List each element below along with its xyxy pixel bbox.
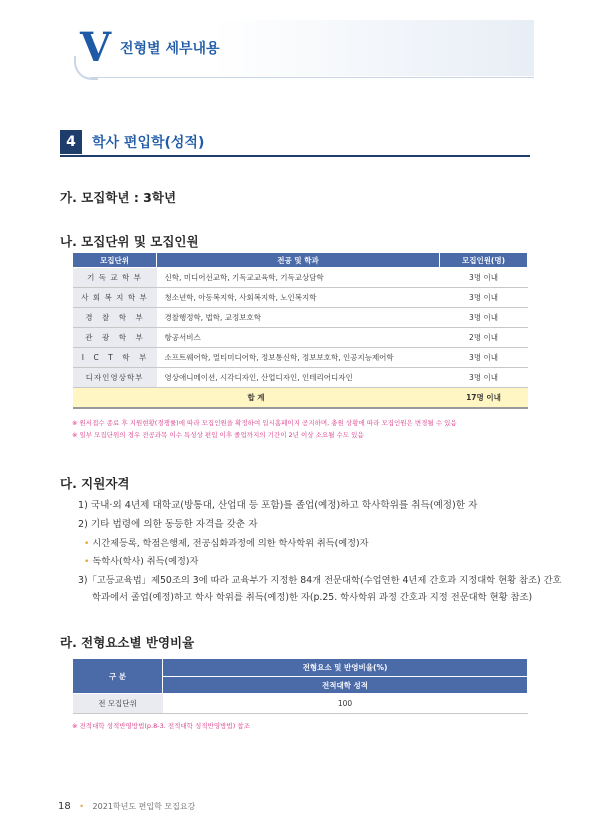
section-title: 학사 편입학(성적) — [92, 135, 205, 151]
section-header — [60, 130, 530, 154]
section-divider — [60, 155, 530, 157]
total-row — [73, 388, 528, 408]
chapter-title: 전형별 세부내용 — [120, 41, 220, 57]
heading-ga: 가. 모집학년 : 3학년 — [60, 190, 177, 205]
qualification-item-continued: 학과에서 졸업(예정)하고 학사 학위를 취득(예정)한 자(p.25. 학사학위 과정 간호과 지정 전문대학 현황 참조) — [92, 592, 533, 603]
subitem-text: 독학사(학사) 취득(예정)자 — [92, 556, 199, 567]
col-header-dept: 전공 및 학과 — [157, 253, 440, 268]
count-cell: 2명 이내 — [440, 328, 528, 348]
count-cell: 3명 이내 — [440, 268, 528, 288]
dept-cell: 신학, 미디어선교학, 기독교교육학, 기독교상담학 — [157, 268, 440, 288]
row-value: 100 — [163, 694, 528, 714]
subitem-text: 시간제등록, 학점은행제, 전공심화과정에 의한 학사학위 취득(예정)자 — [92, 538, 369, 549]
note-text: ※ 일부 모집단위의 경우 전공과목 이수 특성상 편입 이후 졸업까지의 기간이 2년 이상 소요될 수도 있음 — [72, 431, 364, 439]
heading-da: 다. 지원자격 — [60, 476, 130, 491]
bullet-icon: • — [84, 556, 90, 567]
unit-cell: I C T 학 부 — [73, 348, 157, 368]
row-label: 전 모집단위 — [73, 694, 163, 714]
table-row — [73, 308, 528, 328]
section-number: 4 — [60, 130, 82, 154]
recruit-table — [72, 252, 528, 409]
dept-cell: 소프트웨어학, 멀티미디어학, 정보통신학, 정보보호학, 인공지능제어학 — [157, 348, 440, 368]
unit-cell: 경 찰 학 부 — [73, 308, 157, 328]
table-header-row — [73, 253, 528, 268]
footer-text: 2021학년도 편입학 모집요강 — [92, 802, 196, 811]
total-label: 합 계 — [73, 388, 440, 408]
unit-cell: 디자인영상학부 — [73, 368, 157, 388]
heading-ra: 라. 전형요소별 반영비율 — [60, 635, 195, 650]
table-row — [73, 348, 528, 368]
dept-cell: 영상애니메이션, 시각디자인, 산업디자인, 인테리어디자인 — [157, 368, 440, 388]
col-header-sub: 전적대학 성적 — [163, 677, 528, 694]
page-footer — [58, 801, 195, 812]
col-header-count: 모집인원(명) — [440, 253, 528, 268]
table-row — [73, 288, 528, 308]
table-row — [73, 368, 528, 388]
dept-cell: 청소년학, 아동복지학, 사회복지학, 노인복지학 — [157, 288, 440, 308]
table-row — [73, 328, 528, 348]
dept-cell: 항공서비스 — [157, 328, 440, 348]
heading-na: 나. 모집단위 및 모집인원 — [60, 234, 199, 249]
note-text: ※ 원서접수 종료 후 지원현황(경쟁률)에 따라 모집인원을 확정하여 입시홈페이지 공지하며, 충원 상황에 따라 모집인원은 변경될 수 있음 — [72, 419, 457, 427]
total-count: 17명 이내 — [440, 388, 528, 408]
col-header-group: 전형요소 및 반영비율(%) — [163, 659, 528, 677]
unit-cell: 기 독 교 학 부 — [73, 268, 157, 288]
table-header-row — [73, 659, 528, 677]
qualification-item: 1) 국내·외 4년제 대학교(방통대, 산업대 등 포함)를 졸업(예정)하고 학사학위를 취득(예정)한 자 — [78, 500, 478, 511]
header-divider — [90, 77, 534, 78]
note-text: ※ 전적대학 성적반영방법(p.8-3. 전적대학 성적반영방법) 참조 — [72, 722, 250, 730]
qualification-subitem — [84, 535, 368, 549]
bullet-icon: • — [84, 538, 90, 549]
chapter-header — [74, 20, 534, 76]
qualification-item: 3)「고등교육법」제50조의 3에 따라 교육부가 지정한 84개 전문대학(수업연한 4년제 간호과 지정대학 현황 참조) 간호 — [78, 575, 562, 586]
count-cell: 3명 이내 — [440, 348, 528, 368]
bullet-icon: • — [79, 802, 84, 811]
count-cell: 3명 이내 — [440, 288, 528, 308]
chapter-number: V — [80, 24, 112, 71]
table-row — [73, 268, 528, 288]
qualification-item: 2) 기타 법령에 의한 동등한 자격을 갖춘 자 — [78, 519, 258, 530]
count-cell: 3명 이내 — [440, 308, 528, 328]
page-number: 18 — [58, 801, 71, 812]
unit-cell: 관 광 학 부 — [73, 328, 157, 348]
col-header-category: 구 분 — [73, 659, 163, 694]
ratio-table — [72, 658, 528, 714]
table-row — [73, 694, 528, 714]
dept-cell: 경찰행정학, 법학, 교정보호학 — [157, 308, 440, 328]
count-cell: 3명 이내 — [440, 368, 528, 388]
unit-cell: 사 회 복 지 학 부 — [73, 288, 157, 308]
col-header-unit: 모집단위 — [73, 253, 157, 268]
qualification-subitem — [84, 553, 198, 567]
